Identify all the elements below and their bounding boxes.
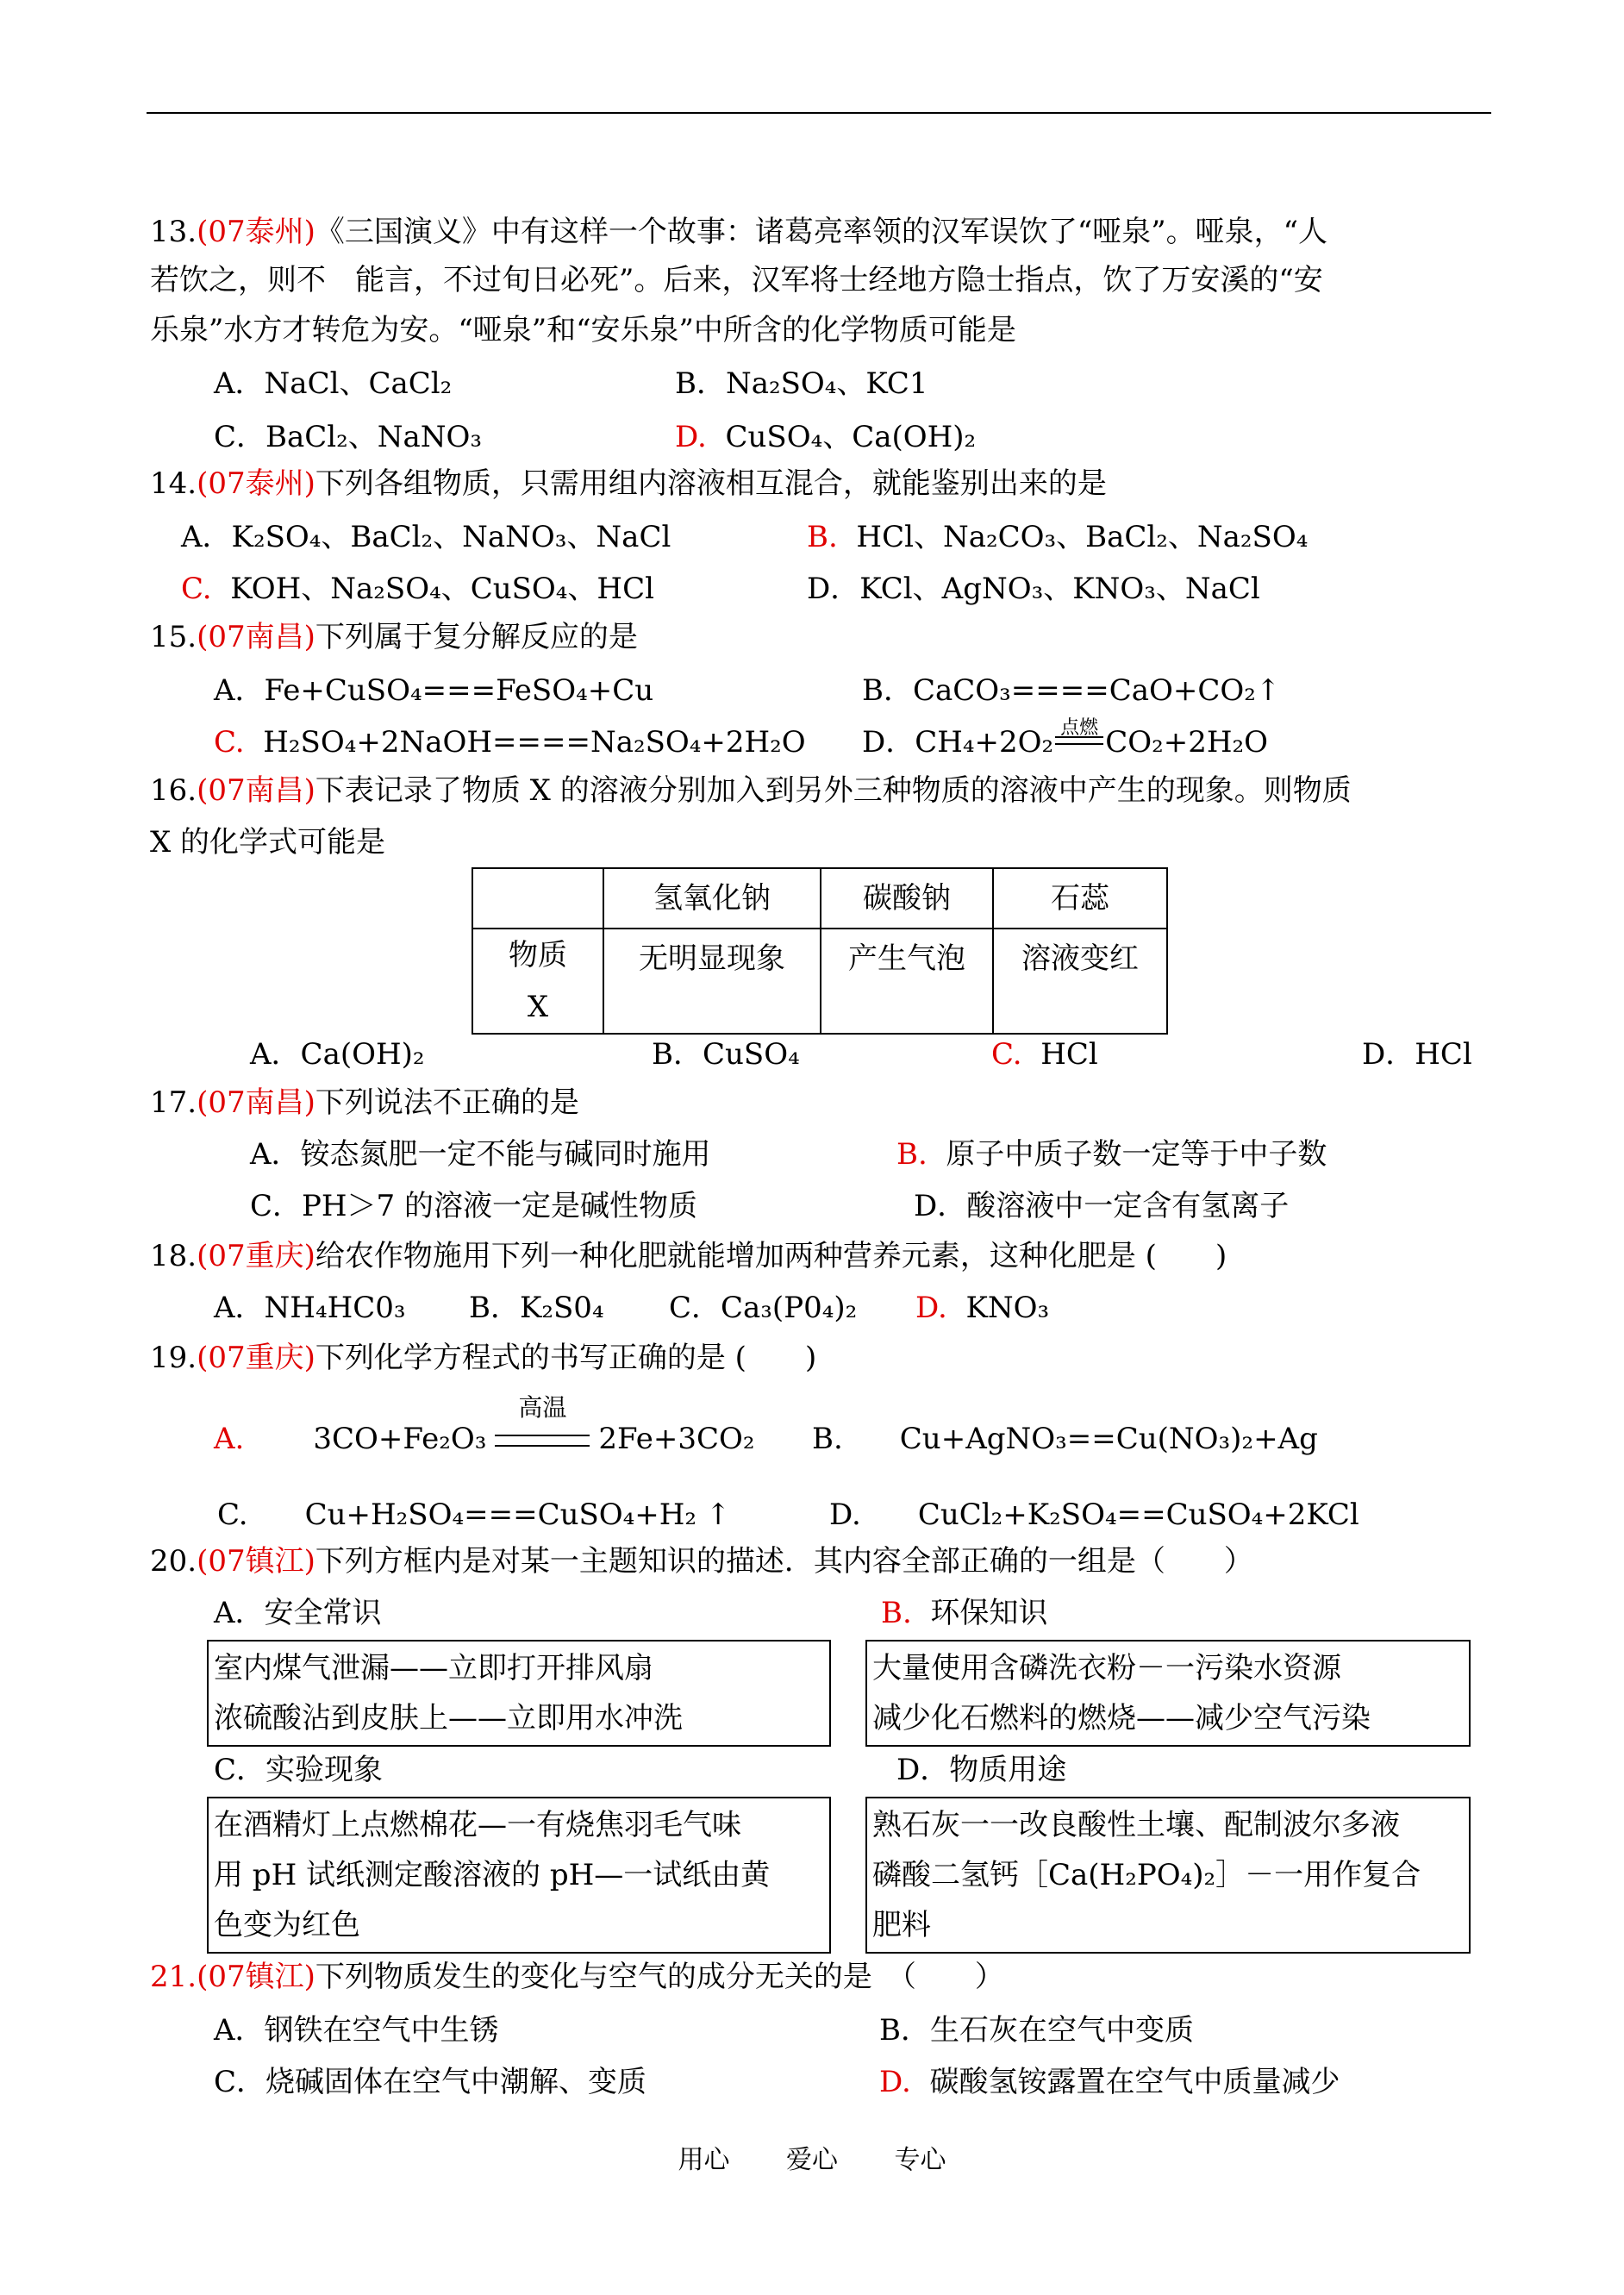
- q21-option-a: A．钢铁在空气中生锈: [214, 2013, 499, 2048]
- q16-line1: 16.(07南昌)下表记录了物质 X 的溶液分别加入到另外三种物质的溶液中产生的现象。则物质: [150, 773, 1352, 808]
- q15-condition-label: 点燃: [1060, 717, 1099, 739]
- table-header-na2co3: 碳酸钠: [821, 868, 993, 929]
- q19-option-a: A. 3CO+Fe₂O₃ 高温 2Fe+3CO₂: [214, 1421, 755, 1457]
- q21-stem: 21.(07镇江)下列物质发生的变化与空气的成分无关的是 （ ）: [150, 1960, 1004, 1994]
- q14-option-d: D．KCl、AgNO₃、KNO₃、NaCl: [807, 572, 1260, 606]
- q19-option-d: D. CuCl₂+K₂SO₄==CuSO₄+2KCl: [829, 1498, 1359, 1532]
- q20-a-title: A．安全常识: [214, 1596, 382, 1630]
- q15-option-b: B．CaCO₃====CaO+CO₂↑: [862, 673, 1281, 708]
- q14-option-a: A．K₂SO₄、BaCl₂、NaNO₃、NaCl: [181, 520, 671, 554]
- table-cell-naoh: 无明显现象: [603, 929, 821, 1034]
- q19-condition-label: 高温: [518, 1393, 567, 1422]
- q13-option-c: C．BaCl₂、NaNO₃: [214, 420, 483, 454]
- q13-option-b: B．Na₂SO₄、KC1: [675, 366, 928, 401]
- footer-word-2: 爱心: [786, 2145, 838, 2175]
- q18-option-a: A．NH₄HC0₃: [214, 1291, 406, 1325]
- q19-option-b: B. Cu+AgNO₃==Cu(NO₃)₂+Ag: [812, 1422, 1318, 1456]
- q20-box-c: 在酒精灯上点燃棉花—一有烧焦羽毛气味 用 pH 试纸测定酸溶液的 pH—一试纸由黄 色变为红色: [207, 1797, 831, 1954]
- footer-word-3: 专心: [894, 2145, 946, 2175]
- header-rule: [147, 112, 1491, 114]
- q20-stem: 20.(07镇江)下列方框内是对某一主题知识的描述．其内容全部正确的一组是（ ）: [150, 1544, 1253, 1579]
- q16-option-d: D．HCl: [1362, 1037, 1472, 1072]
- q16-option-a: A．Ca(OH)₂: [250, 1037, 425, 1072]
- q15-option-d: D．CH₄+2O₂ 点燃 CO₂+2H₂O: [862, 724, 1268, 760]
- q15-stem: 15.(07南昌)下列属于复分解反应的是: [150, 620, 638, 654]
- page-footer: [0, 2138, 1624, 2176]
- q21-option-c: C．烧碱固体在空气中潮解、变质: [214, 2065, 647, 2099]
- q17-option-a: A．铵态氮肥一定不能与碱同时施用: [250, 1137, 711, 1172]
- q21-option-b: B．生石灰在空气中变质: [879, 2013, 1194, 2048]
- q18-stem: 18.(07重庆)给农作物施用下列一种化肥就能增加两种营养元素，这种化肥是 ( ): [150, 1239, 1227, 1273]
- q20-box-a: 室内煤气泄漏——立即打开排风扇 浓硫酸沾到皮肤上——立即用水冲洗: [207, 1640, 831, 1747]
- q20-b-title: B. 环保知识: [881, 1596, 1048, 1630]
- q18-option-c: C．Ca₃(P0₄)₂: [669, 1291, 858, 1325]
- q14-option-c: C. KOH、Na₂SO₄、CuSO₄、HCl: [181, 572, 654, 606]
- q20-d-title: D．物质用途: [896, 1753, 1067, 1787]
- q14-option-b: B. HCl、Na₂CO₃、BaCl₂、Na₂SO₄: [807, 520, 1309, 554]
- table-cell-litmus: 溶液变红: [993, 929, 1167, 1034]
- table-row-label: 物质X: [472, 929, 603, 1034]
- q16-observation-table: [472, 867, 1168, 1035]
- q18-option-d: D. KNO₃: [915, 1291, 1050, 1325]
- q14-stem: 14.(07泰州)下列各组物质，只需用组内溶液相互混合，就能鉴别出来的是: [150, 466, 1107, 501]
- footer-word-1: 用心: [678, 2145, 730, 2175]
- table-cell-na2co3: 产生气泡: [821, 929, 993, 1034]
- q16-option-b: B．CuSO₄: [652, 1037, 800, 1072]
- q17-option-c: C．PH＞7 的溶液一定是碱性物质: [250, 1189, 697, 1223]
- q16-option-c: C. HCl: [991, 1037, 1098, 1072]
- table-header-naoh: 氢氧化钠: [603, 868, 821, 929]
- q17-stem: 17.(07南昌)下列说法不正确的是: [150, 1085, 579, 1120]
- q13-line2: 若饮之，则不 能言，不过旬日必死”。后来，汉军将士经地方隐士指点，饮了万安溪的“安: [150, 263, 1323, 297]
- q20-box-d: 熟石灰一一改良酸性土壤、配制波尔多液 磷酸二氢钙［Ca(H₂PO₄)₂］－一用作复合 肥料: [865, 1797, 1471, 1954]
- q15-option-a: A．Fe+CuSO₄===FeSO₄+Cu: [214, 673, 654, 708]
- q13-option-a: A．NaCl、CaCl₂: [214, 366, 453, 401]
- q21-option-d: D. 碳酸氢铵露置在空气中质量减少: [879, 2065, 1340, 2099]
- q16-line2: X 的化学式可能是: [150, 825, 386, 860]
- q20-box-b: 大量使用含磷洗衣粉－一污染水资源 减少化石燃料的燃烧——减少空气污染: [865, 1640, 1471, 1747]
- q19-stem: 19.(07重庆)下列化学方程式的书写正确的是 ( ): [150, 1341, 817, 1375]
- q13-line1: 13.(07泰州)《三国演义》中有这样一个故事：诸葛亮率领的汉军误饮了“哑泉”。哑泉，“人: [150, 215, 1328, 249]
- q17-option-d: D．酸溶液中一定含有氢离子: [914, 1189, 1290, 1223]
- q20-c-title: C．实验现象: [214, 1753, 384, 1787]
- q13-line3: 乐泉”水方才转危为安。“哑泉”和“安乐泉”中所含的化学物质可能是: [150, 313, 1016, 347]
- q17-option-b: B. 原子中质子数一定等于中子数: [896, 1137, 1327, 1172]
- table-corner-cell: [472, 868, 603, 929]
- table-header-litmus: 石蕊: [993, 868, 1167, 929]
- q18-option-b: B．K₂S0₄: [469, 1291, 604, 1325]
- q13-option-d: D. CuSO₄、Ca(OH)₂: [675, 420, 977, 454]
- q19-option-c: C. Cu+H₂SO₄===CuSO₄+H₂ ↑: [217, 1498, 731, 1532]
- q15-option-c: C. H₂SO₄+2NaOH====Na₂SO₄+2H₂O: [214, 725, 806, 760]
